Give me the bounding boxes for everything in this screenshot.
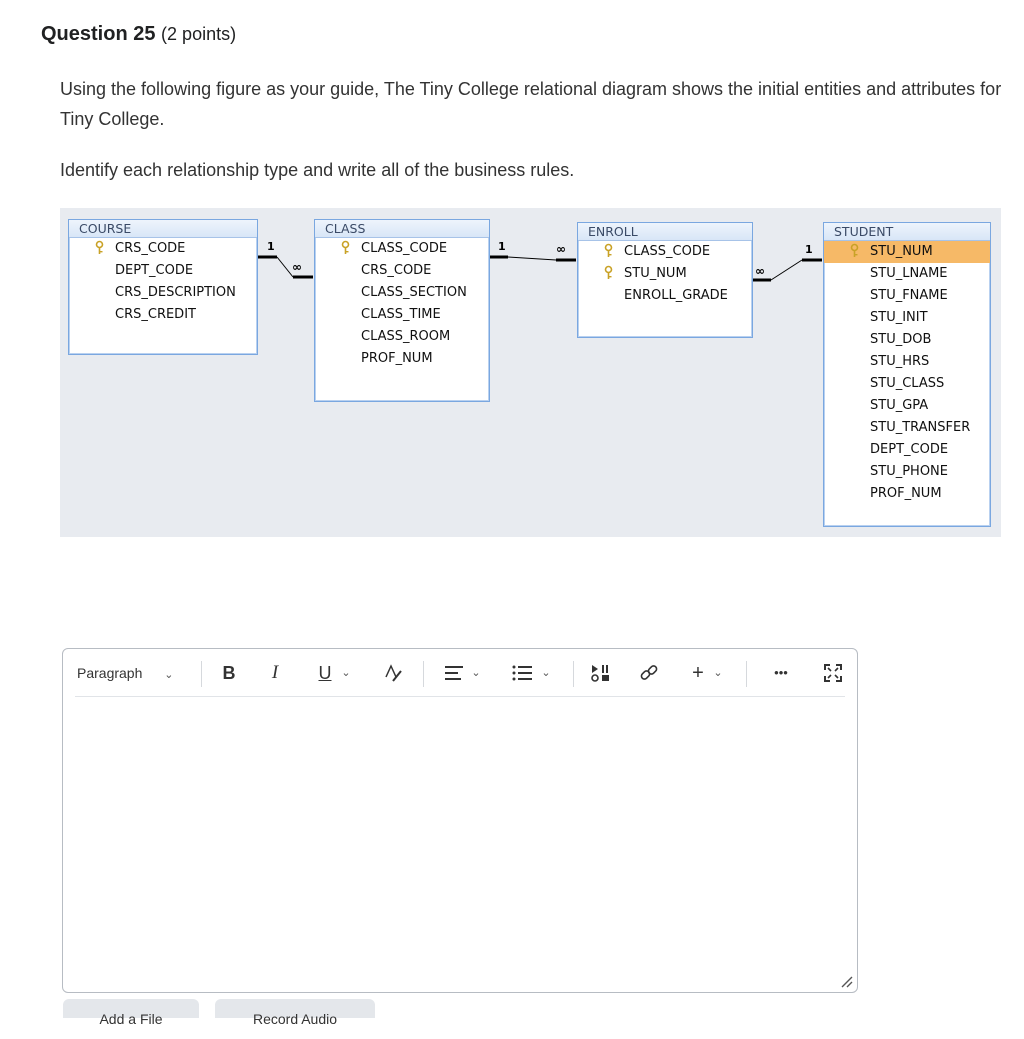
field-name: ENROLL_GRADE xyxy=(624,288,728,303)
add-file-button[interactable] xyxy=(63,999,199,1027)
table-field xyxy=(824,483,990,505)
rel-one-label: 1 xyxy=(498,240,506,253)
chevron-down-icon[interactable]: ⌄ xyxy=(713,667,723,679)
chevron-down-icon[interactable]: ⌄ xyxy=(541,667,551,679)
insert-plus-button[interactable]: + xyxy=(692,662,704,684)
table-field xyxy=(824,285,990,307)
field-name: STU_TRANSFER xyxy=(870,420,971,435)
format-select[interactable] xyxy=(77,659,195,687)
table-title: CLASS xyxy=(315,220,489,238)
table-field xyxy=(824,307,990,329)
field-name: CLASS_CODE xyxy=(624,244,711,259)
table-field xyxy=(578,241,752,263)
field-name: PROF_NUM xyxy=(361,351,433,366)
more-button[interactable]: ••• xyxy=(774,665,788,680)
field-name: CLASS_CODE xyxy=(361,241,448,256)
table-field xyxy=(315,304,489,326)
table-course xyxy=(68,219,258,355)
key-icon xyxy=(604,266,613,280)
field-name: CRS_CODE xyxy=(361,263,432,278)
key-icon xyxy=(95,241,104,255)
relational-diagram xyxy=(60,208,1001,537)
align-button[interactable] xyxy=(441,659,467,687)
field-name: STU_INIT xyxy=(870,310,928,325)
table-field xyxy=(69,260,257,282)
text-color-button[interactable] xyxy=(379,659,407,687)
chevron-down-icon[interactable]: ⌄ xyxy=(471,667,481,679)
media-icon xyxy=(591,664,611,682)
align-left-icon xyxy=(445,665,463,681)
editor-content-area[interactable] xyxy=(75,699,845,972)
underline-button[interactable]: U xyxy=(318,663,332,683)
table-field xyxy=(824,417,990,439)
insert-link-button[interactable] xyxy=(635,659,663,687)
add-file-label: Add a File xyxy=(99,1011,163,1027)
field-name: STU_GPA xyxy=(870,398,929,413)
field-name: DEPT_CODE xyxy=(870,442,949,457)
table-field xyxy=(578,285,752,307)
format-select-label: Paragraph xyxy=(77,665,143,681)
question-prompt: Using the following figure as your guide, The Tiny College relational diagram shows the initial entities and attributes for Tiny College. xyxy=(60,79,1002,129)
italic-button[interactable]: I xyxy=(271,662,279,683)
field-name: CLASS_SECTION xyxy=(361,285,467,300)
table-field xyxy=(315,260,489,282)
rel-one-label: 1 xyxy=(805,243,813,256)
field-name: CLASS_TIME xyxy=(361,307,441,322)
fullscreen-button[interactable] xyxy=(819,659,847,687)
table-field xyxy=(69,238,257,260)
fullscreen-icon xyxy=(824,664,842,682)
rel-many-label: ∞ xyxy=(755,264,765,278)
rel-many-label: ∞ xyxy=(292,260,302,274)
field-name: STU_NUM xyxy=(870,244,933,259)
table-field xyxy=(824,263,990,285)
key-icon xyxy=(850,244,859,258)
key-icon xyxy=(604,244,613,258)
editor-toolbar xyxy=(63,649,857,696)
table-title: STUDENT xyxy=(824,223,990,241)
field-name: STU_NUM xyxy=(624,266,687,281)
text-color-icon xyxy=(383,663,403,683)
field-name: DEPT_CODE xyxy=(115,263,194,278)
field-name: CRS_CREDIT xyxy=(115,307,196,322)
question-points: (2 points) xyxy=(161,24,237,44)
field-name: CLASS_ROOM xyxy=(361,329,451,344)
insert-media-button[interactable] xyxy=(587,659,615,687)
table-field xyxy=(824,373,990,395)
table-field xyxy=(315,348,489,370)
table-field xyxy=(315,326,489,348)
table-field xyxy=(315,238,489,260)
table-field xyxy=(824,329,990,351)
chevron-down-icon[interactable]: ⌄ xyxy=(341,667,351,679)
table-field xyxy=(578,263,752,285)
table-field xyxy=(69,304,257,326)
field-name: STU_DOB xyxy=(870,332,932,347)
list-icon xyxy=(512,665,532,681)
table-field-selected xyxy=(824,241,990,263)
field-name: PROF_NUM xyxy=(870,486,942,501)
table-field xyxy=(824,395,990,417)
table-title: COURSE xyxy=(69,220,257,238)
table-field xyxy=(315,282,489,304)
table-field xyxy=(824,351,990,373)
rel-one-label: 1 xyxy=(267,240,275,253)
table-class xyxy=(314,219,490,402)
field-name: CRS_CODE xyxy=(115,241,186,256)
table-field xyxy=(824,461,990,483)
table-title: ENROLL xyxy=(578,223,752,241)
table-student xyxy=(823,222,991,527)
record-audio-label: Record Audio xyxy=(252,1011,338,1027)
field-name: STU_LNAME xyxy=(870,266,948,281)
answer-editor xyxy=(62,648,858,993)
table-enroll xyxy=(577,222,753,338)
question-instruction: Identify each relationship type and write all of the business rules. xyxy=(60,160,575,180)
resize-handle-icon[interactable] xyxy=(839,974,853,988)
question-number: Question 25 xyxy=(41,23,156,45)
field-name: STU_PHONE xyxy=(870,464,948,479)
question-header xyxy=(41,23,236,46)
field-name: STU_FNAME xyxy=(870,288,948,303)
field-name: STU_HRS xyxy=(870,354,930,369)
bold-button[interactable]: B xyxy=(222,663,236,683)
key-icon xyxy=(341,241,350,255)
chevron-down-icon: ⌄ xyxy=(164,669,174,681)
field-name: CRS_DESCRIPTION xyxy=(115,285,236,300)
link-icon xyxy=(639,663,659,683)
field-name: STU_CLASS xyxy=(870,376,945,391)
table-field xyxy=(824,439,990,461)
rel-many-label: ∞ xyxy=(556,242,566,256)
table-field xyxy=(69,282,257,304)
list-button[interactable] xyxy=(509,659,535,687)
record-audio-button[interactable] xyxy=(215,999,375,1027)
